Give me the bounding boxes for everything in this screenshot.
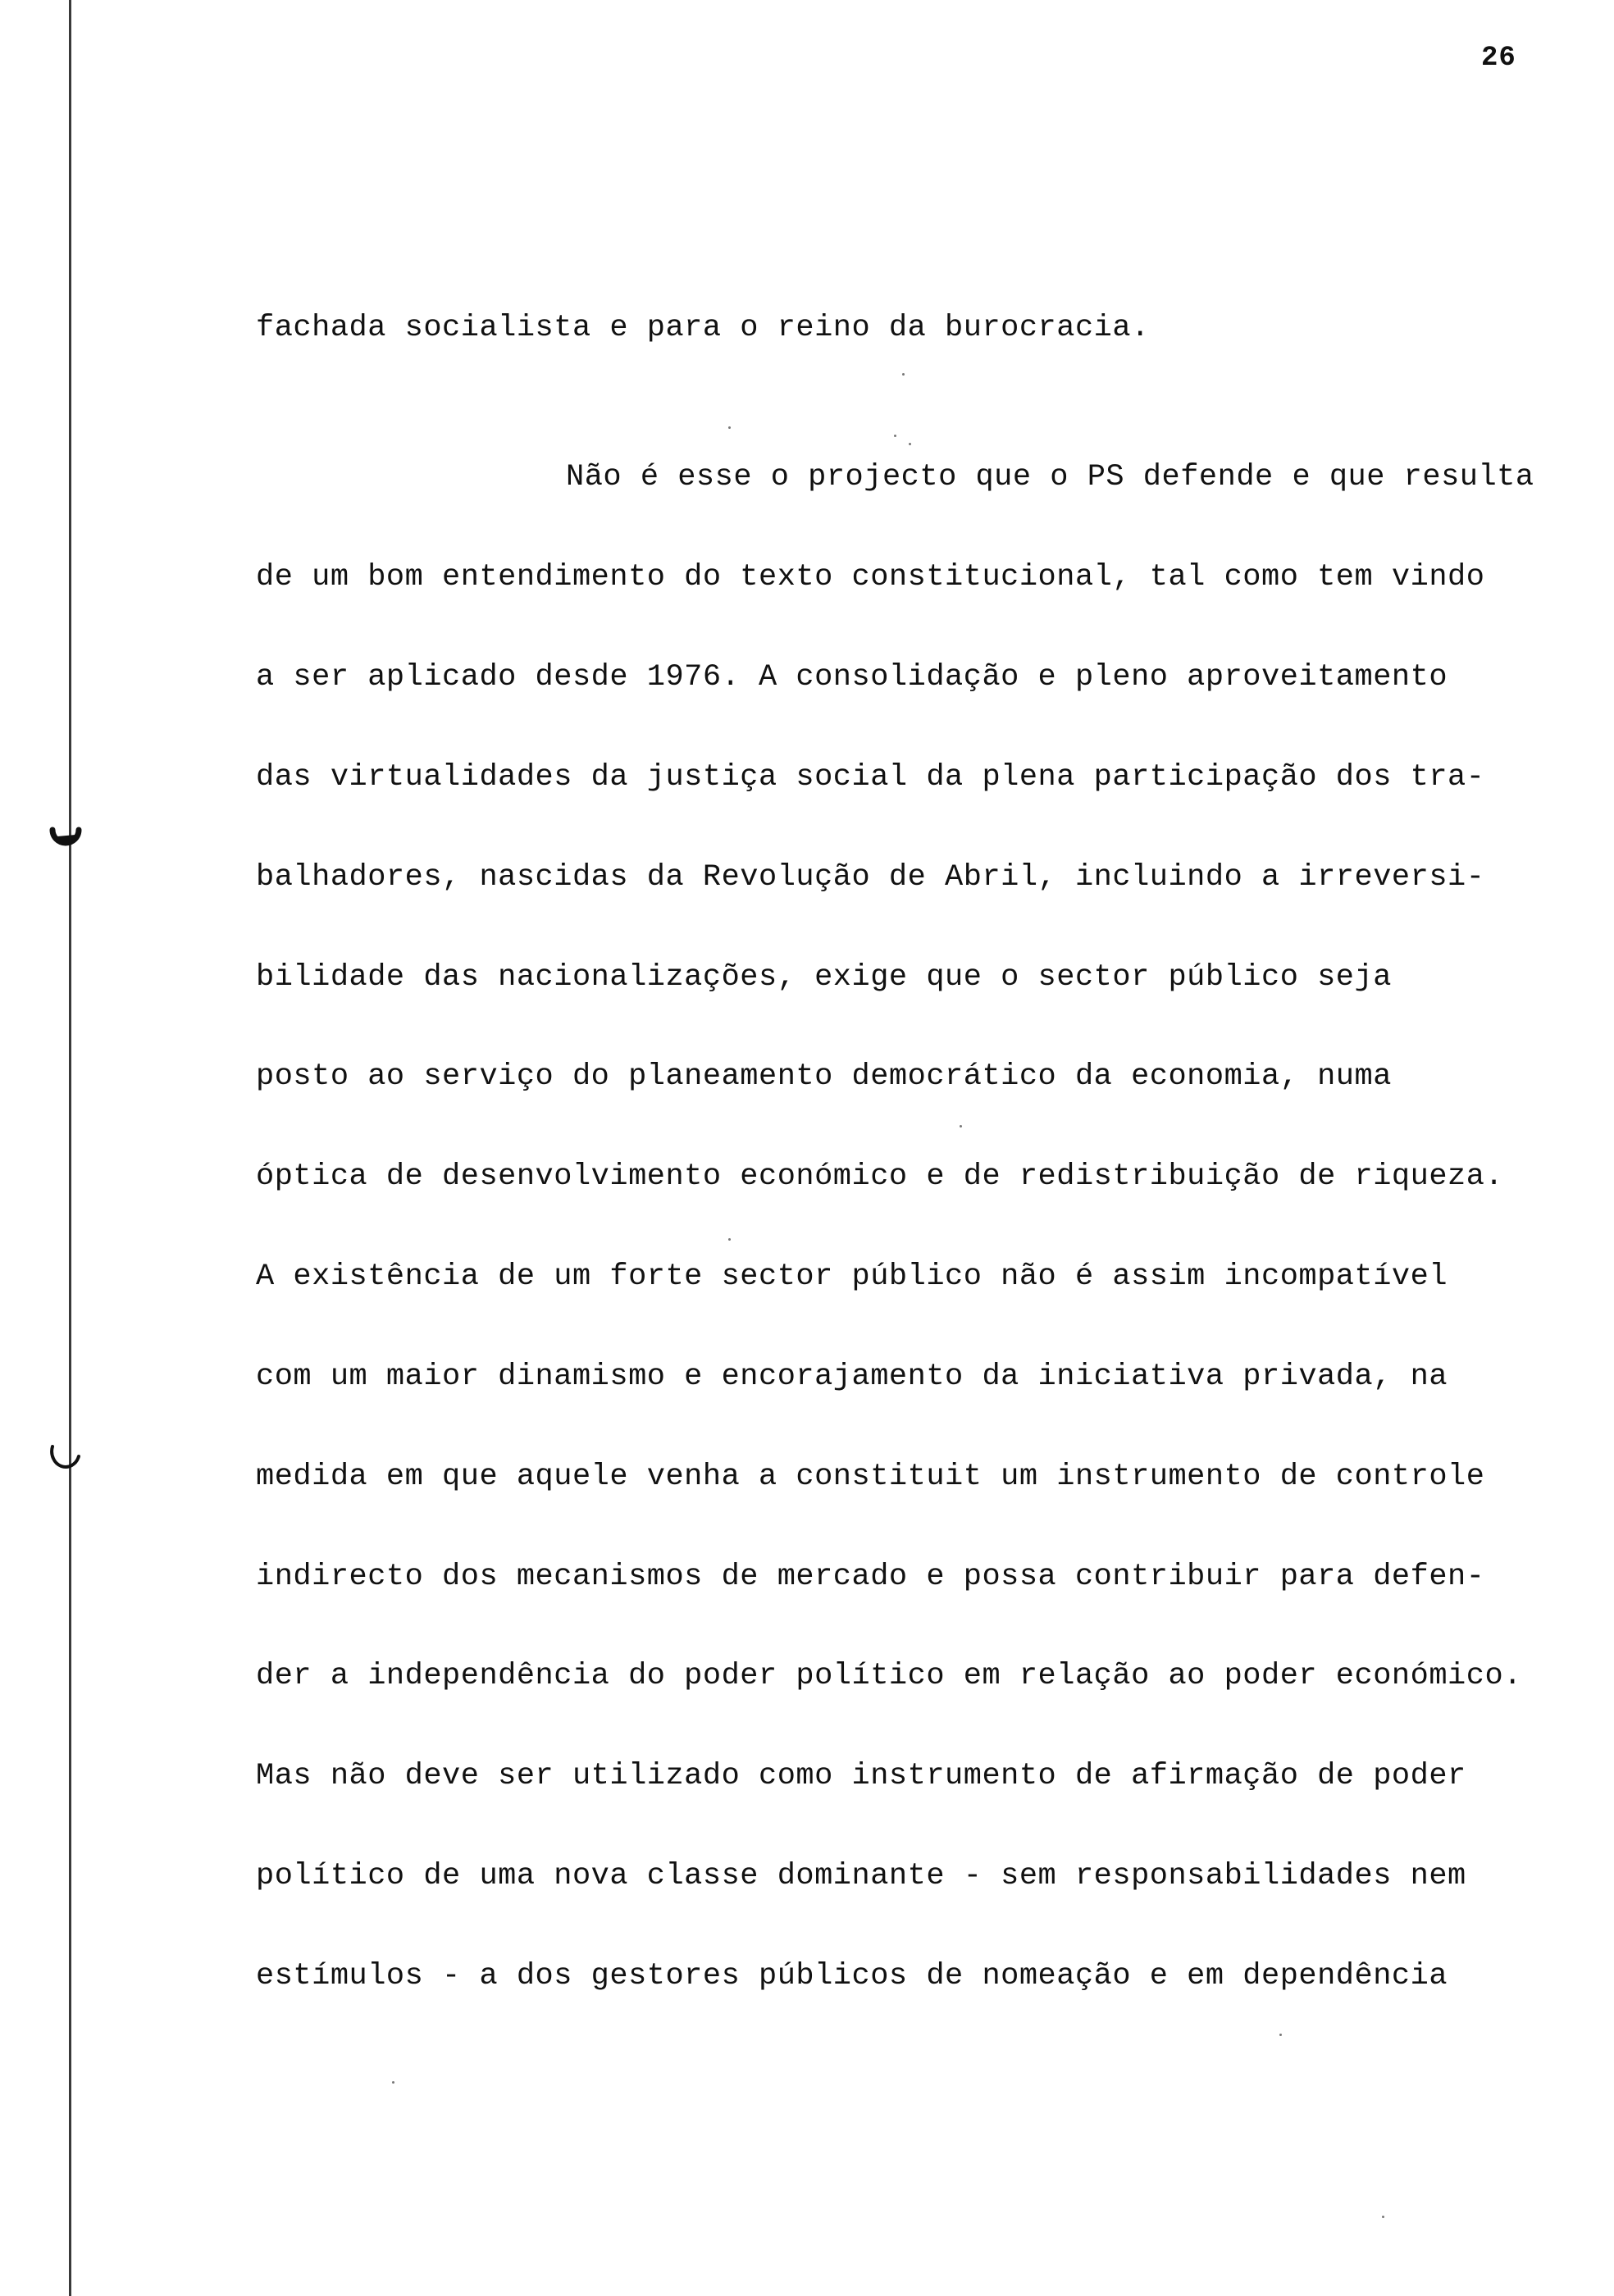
text-line: balhadores, nascidas da Revolução de Abril, incluindo a irreversi- [256, 860, 1485, 895]
scan-speck [909, 443, 911, 445]
scan-speck [728, 1238, 731, 1241]
text-line: medida em que aquele venha a constituit um instrumento de controle [256, 1460, 1485, 1494]
scan-speck [1279, 2034, 1282, 2036]
text-line: de um bom entendimento do texto constitucional, tal como tem vindo [256, 560, 1485, 594]
scan-speck [902, 373, 905, 376]
text-line: der a independência do poder político em relação ao poder económico. [256, 1659, 1522, 1693]
text-line: bilidade das nacionalizações, exige que o sector público seja [256, 960, 1392, 995]
text-line: óptica de desenvolvimento económico e de redistribuição de riqueza. [256, 1159, 1504, 1194]
scan-speck [728, 426, 731, 429]
text-line: a ser aplicado desde 1976. A consolidação e pleno aproveitamento [256, 660, 1448, 695]
page-number: 26 [1481, 43, 1516, 74]
text-line: político de uma nova classe dominante - sem responsabilidades nem [256, 1859, 1466, 1893]
text-line: posto ao serviço do planeamento democrático da economia, numa [256, 1059, 1392, 1094]
text-line: das virtualidades da justiça social da plena participação dos tra- [256, 760, 1485, 795]
text-line: Mas não deve ser utilizado como instrumento de afirmação de poder [256, 1759, 1466, 1793]
left-margin-rule [69, 0, 71, 2296]
scan-speck [894, 435, 896, 437]
text-line: Não é esse o projecto que o PS defende e que resulta [566, 460, 1534, 494]
binding-hole-icon [48, 1442, 84, 1478]
scan-speck [1382, 2216, 1384, 2218]
binding-hole-icon [48, 822, 84, 858]
text-line: estímulos - a dos gestores públicos de nomeação e em dependência [256, 1959, 1448, 1993]
text-line: com um maior dinamismo e encorajamento da iniciativa privada, na [256, 1360, 1448, 1394]
text-line: indirecto dos mecanismos de mercado e possa contribuir para defen- [256, 1560, 1485, 1594]
scan-speck [960, 1125, 962, 1128]
scan-speck [392, 2081, 394, 2084]
text-line: A existência de um forte sector público não é assim incompatível [256, 1260, 1448, 1294]
text-line: fachada socialista e para o reino da burocracia. [256, 311, 1150, 345]
